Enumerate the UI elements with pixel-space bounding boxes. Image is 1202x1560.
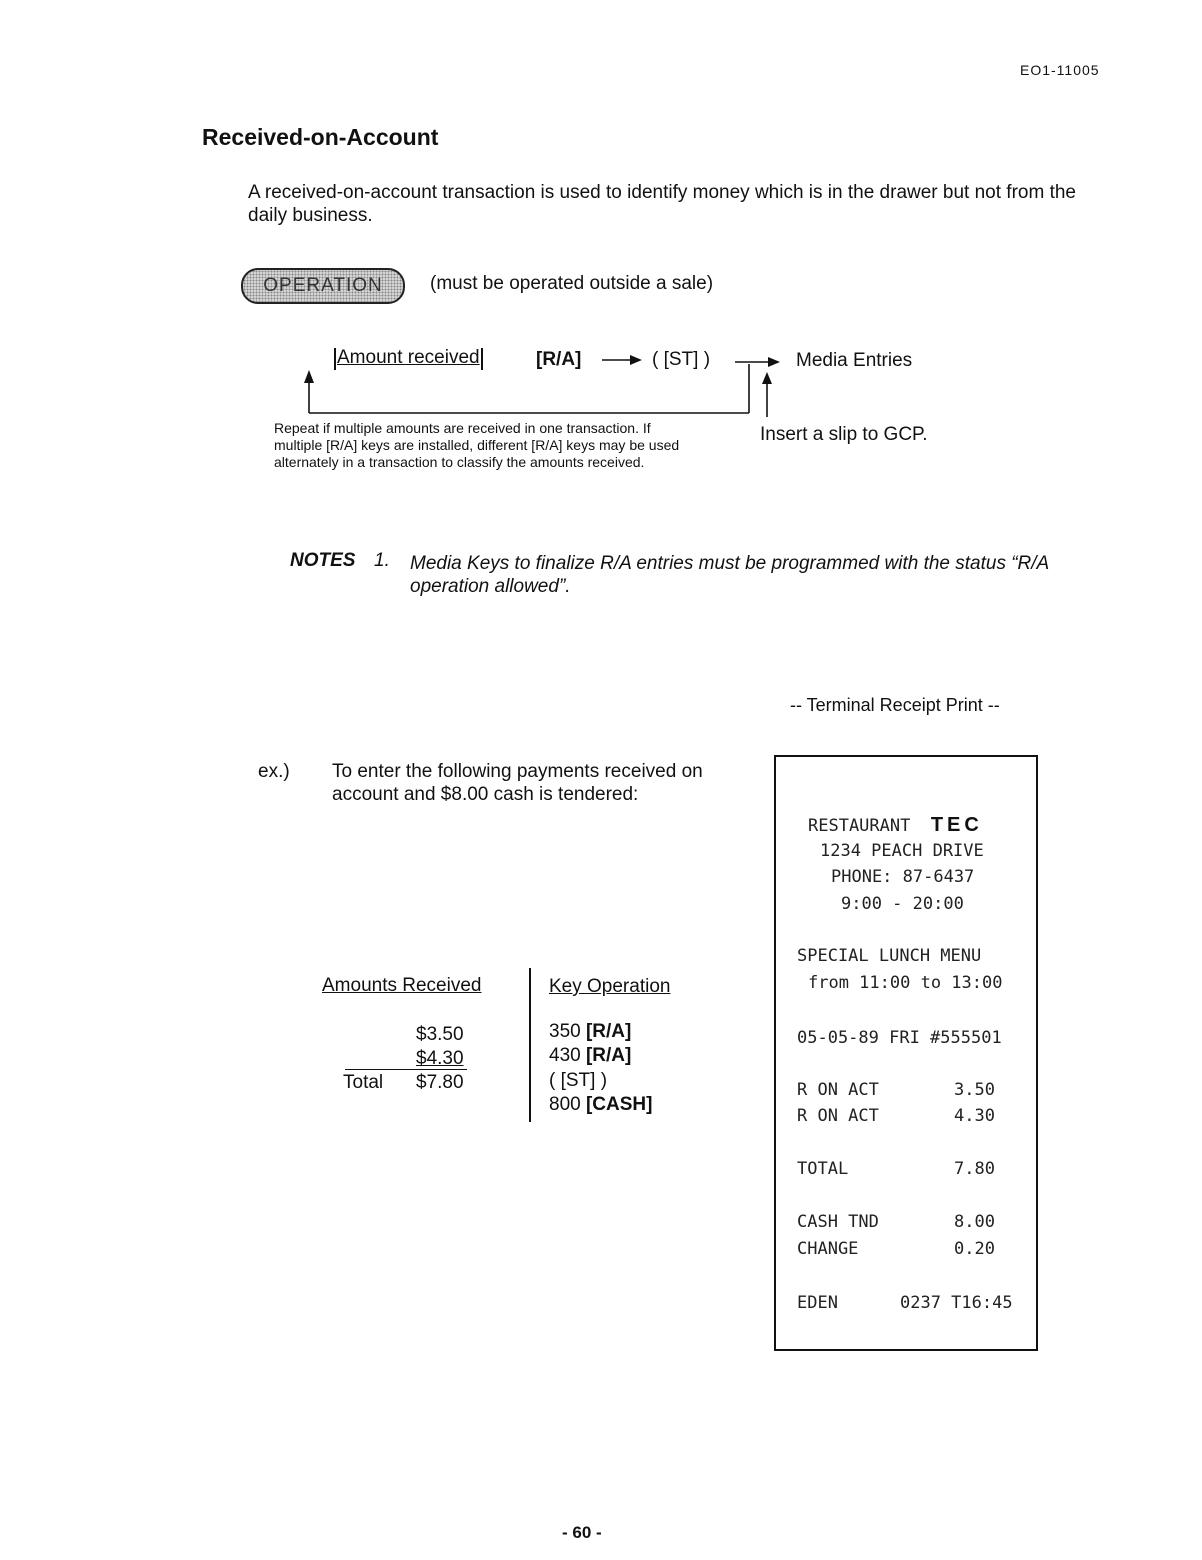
amount-row: $3.50 xyxy=(416,1024,464,1045)
example-label: ex.) xyxy=(258,761,290,782)
document-code: EO1-11005 xyxy=(1020,62,1100,78)
key-operation-row: 350 [R/A] xyxy=(549,1021,632,1042)
key-operation-row: 430 [R/A] xyxy=(549,1045,632,1066)
page-number: - 60 - xyxy=(562,1523,602,1542)
receipt-caption: -- Terminal Receipt Print -- xyxy=(790,695,1000,715)
amount-received-key: Amount received xyxy=(337,347,480,368)
receipt-transaction-line: 05-05-89 FRI #555501 xyxy=(797,1028,1002,1048)
amount-sum-rule xyxy=(345,1069,467,1070)
receipt-line-value: 8.00 xyxy=(954,1212,995,1232)
arrowhead-st xyxy=(630,355,642,365)
total-value: $7.80 xyxy=(416,1072,464,1093)
store-logo: TEC xyxy=(930,814,983,836)
receipt-line-value: 4.30 xyxy=(954,1106,995,1126)
arrowhead-repeat-up xyxy=(304,370,314,383)
receipt-address: 1234 PEACH DRIVE xyxy=(820,841,984,861)
receipt-line-label: TOTAL xyxy=(797,1159,849,1179)
receipt-clerk-info: 0237 T16:45 xyxy=(900,1293,1013,1313)
receipt-clerk: EDEN xyxy=(797,1293,838,1313)
repeat-note: Repeat if multiple amounts are received in one transaction. If multiple [R/A] keys are installed, different [R/A] keys may be used alternately in a transaction to classify the amounts received. xyxy=(274,420,680,470)
receipt-line-label: CASH TND xyxy=(797,1212,879,1232)
media-entries: Media Entries xyxy=(796,350,913,371)
receipt-line-value: 3.50 xyxy=(954,1080,995,1100)
receipt-phone: PHONE: 87-6437 xyxy=(831,867,975,887)
arrowhead-media xyxy=(768,357,780,367)
receipt-line-value: 7.80 xyxy=(954,1159,995,1179)
amount-row: $4.30 xyxy=(416,1048,464,1069)
key-operation-row: ( [ST] ) xyxy=(549,1070,608,1091)
notes-text: Media Keys to finalize R/A entries must be programmed with the status “R/A operation allowed”. xyxy=(410,553,1049,597)
example-text: To enter the following payments received on account and $8.00 cash is tendered: xyxy=(332,761,703,805)
ra-key: [R/A] xyxy=(536,349,582,370)
receipt-special-time: from 11:00 to 13:00 xyxy=(808,973,1003,993)
table-divider xyxy=(529,968,531,1122)
key-operation-header: Key Operation xyxy=(549,976,671,997)
st-key: ( [ST] ) xyxy=(652,349,711,370)
receipt-line-label: R ON ACT xyxy=(797,1106,879,1126)
notes-label: NOTES xyxy=(290,550,356,571)
key-operation-row: 800 [CASH] xyxy=(549,1094,653,1115)
receipt-line-label: CHANGE xyxy=(797,1239,859,1259)
receipt-line-value: 0.20 xyxy=(954,1239,995,1259)
section-title: Received-on-Account xyxy=(202,124,439,150)
intro-paragraph: A received-on-account transaction is used to identify money which is in the drawer but not from the daily business. xyxy=(248,182,1076,226)
receipt-line-label: R ON ACT xyxy=(797,1080,879,1100)
operation-note: (must be operated outside a sale) xyxy=(430,273,714,294)
insert-slip-note: Insert a slip to GCP. xyxy=(760,424,928,445)
receipt-hours: 9:00 - 20:00 xyxy=(841,894,964,914)
arrowhead-insert-up xyxy=(762,372,772,384)
notes-number: 1. xyxy=(374,550,390,571)
amounts-header: Amounts Received xyxy=(322,975,482,996)
total-label: Total xyxy=(343,1072,384,1093)
operation-badge: OPERATION xyxy=(241,268,405,304)
receipt-store-line: RESTAURANT TEC xyxy=(808,814,983,836)
receipt-special: SPECIAL LUNCH MENU xyxy=(797,946,982,966)
